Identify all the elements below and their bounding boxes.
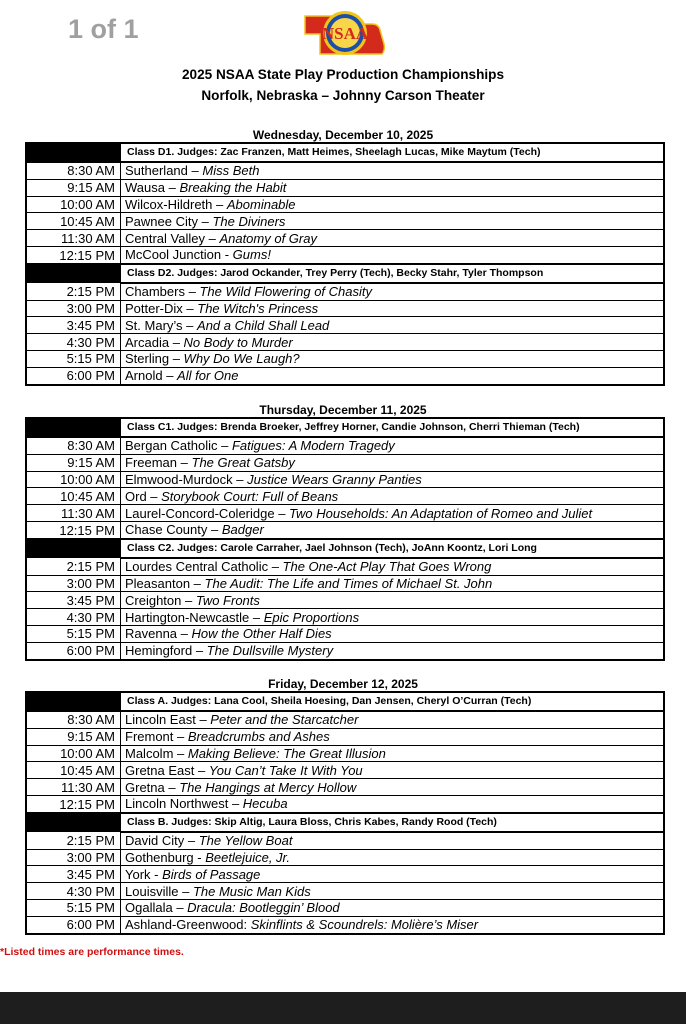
time-cell: 6:00 PM	[26, 367, 121, 384]
time-cell: 2:15 PM	[26, 832, 121, 849]
play-title: Miss Beth	[202, 163, 260, 179]
performance-cell	[121, 521, 665, 538]
separator: –	[164, 180, 180, 196]
play-title: Beetlejuice, Jr.	[205, 849, 291, 865]
performance-cell	[121, 179, 665, 196]
school-name: Chambers	[125, 284, 185, 300]
separator: –	[249, 609, 264, 625]
performance-cell	[121, 558, 665, 575]
performance-cell	[121, 300, 665, 317]
play-title: And a Child Shall Lead	[197, 317, 330, 333]
time-cell: 3:00 PM	[26, 300, 121, 317]
separator: –	[197, 213, 213, 229]
school-name: Lincoln East	[125, 712, 196, 728]
play-title: Gums!	[232, 247, 271, 263]
performance-cell	[121, 832, 665, 849]
school-name: Creighton	[125, 592, 182, 608]
separator: –	[184, 833, 199, 849]
table-row	[26, 711, 664, 728]
table-row	[26, 334, 664, 351]
separator: –	[169, 351, 184, 367]
school-name: Hemingford	[125, 643, 193, 659]
time-cell: 10:45 AM	[26, 213, 121, 230]
schedule-table	[25, 417, 665, 661]
separator: –	[181, 592, 196, 608]
time-cell: 3:00 PM	[26, 849, 121, 866]
performance-cell	[121, 454, 665, 471]
schedule-table	[25, 142, 665, 386]
school-name: Lourdes Central Catholic	[125, 559, 269, 575]
header-blank-cell	[26, 539, 121, 558]
table-row	[26, 367, 664, 384]
table-row	[26, 230, 664, 247]
table-row	[26, 832, 664, 849]
school-name: Sutherland	[125, 163, 188, 179]
time-cell: 5:15 PM	[26, 899, 121, 916]
performance-cell	[121, 609, 665, 626]
time-cell: 3:00 PM	[26, 575, 121, 592]
play-title: The Music Man Kids	[192, 883, 311, 899]
separator: –	[178, 883, 193, 899]
separator: –	[190, 575, 205, 591]
time-cell: 3:45 PM	[26, 317, 121, 334]
school-name: Arcadia	[125, 334, 170, 350]
school-name: Gretna East	[125, 762, 195, 778]
performance-cell	[121, 350, 665, 367]
time-cell: 12:15 PM	[26, 521, 121, 538]
separator: –	[146, 488, 162, 504]
table-row	[26, 505, 664, 522]
school-name: Hartington-Newcastle	[125, 609, 250, 625]
time-cell: 4:30 PM	[26, 609, 121, 626]
play-title: Two Households: An Adaptation of Romeo and Juliet	[289, 505, 593, 521]
performance-cell	[121, 246, 665, 263]
time-cell: 9:15 AM	[26, 179, 121, 196]
separator: –	[182, 300, 198, 316]
school-name: Freeman	[125, 455, 178, 471]
separator: –	[268, 559, 283, 575]
class-header-row	[26, 692, 664, 711]
class-header: Class A. Judges: Lana Cool, Sheila Hoesing, Dan Jensen, Cheryl O’Curran (Tech)	[121, 692, 665, 711]
time-cell: 11:30 AM	[26, 505, 121, 522]
table-row	[26, 300, 664, 317]
school-name: Wilcox-Hildreth	[125, 196, 213, 212]
play-title: Peter and the Starcatcher	[210, 712, 359, 728]
separator: –	[184, 284, 200, 300]
performance-cell	[121, 711, 665, 728]
day-heading: Friday, December 12, 2025	[268, 677, 418, 691]
play-title: No Body to Murder	[183, 334, 293, 350]
play-title: Hecuba	[242, 796, 288, 812]
school-name: Ashland-Greenwood	[125, 917, 244, 933]
class-header-row	[26, 539, 664, 558]
performance-cell	[121, 334, 665, 351]
school-name: St. Mary’s	[125, 317, 183, 333]
performance-cell	[121, 213, 665, 230]
class-header: Class C1. Judges: Brenda Broeker, Jeffrey Horner, Candie Johnson, Cherri Thieman (Tech)	[121, 418, 665, 437]
school-name: Ogallala	[125, 900, 173, 916]
performance-cell	[121, 625, 665, 642]
time-cell: 8:30 AM	[26, 437, 121, 454]
performance-cell	[121, 196, 665, 213]
table-row	[26, 437, 664, 454]
separator: –	[162, 368, 178, 384]
play-title: The Diviners	[212, 213, 286, 229]
performance-cell	[121, 575, 665, 592]
school-name: Elmwood-Murdock	[125, 471, 233, 487]
separator: –	[192, 643, 207, 659]
play-title: The Great Gatsby	[191, 455, 295, 471]
table-row	[26, 795, 664, 812]
school-name: Wausa	[125, 180, 165, 196]
time-cell: 4:30 PM	[26, 883, 121, 900]
table-row	[26, 642, 664, 659]
time-cell: 4:30 PM	[26, 334, 121, 351]
separator: –	[274, 505, 290, 521]
time-cell: 12:15 PM	[26, 795, 121, 812]
time-cell: 10:45 AM	[26, 762, 121, 779]
table-row	[26, 728, 664, 745]
school-name: Pleasanton	[125, 575, 191, 591]
school-name: Ord	[125, 488, 147, 504]
separator: –	[194, 762, 209, 778]
performance-cell	[121, 162, 665, 179]
table-row	[26, 454, 664, 471]
separator: –	[228, 796, 243, 812]
performance-cell	[121, 471, 665, 488]
play-title: Fatigues: A Modern Tragedy	[231, 438, 395, 454]
header-blank-cell	[26, 143, 121, 162]
separator: –	[182, 317, 198, 333]
time-cell: 9:15 AM	[26, 728, 121, 745]
time-cell: 3:45 PM	[26, 592, 121, 609]
performance-cell	[121, 779, 665, 796]
time-cell: 11:30 AM	[26, 230, 121, 247]
performance-cell	[121, 488, 665, 505]
performance-cell	[121, 230, 665, 247]
table-row	[26, 592, 664, 609]
play-title: Abominable	[226, 196, 296, 212]
class-header-row	[26, 143, 664, 162]
table-row	[26, 883, 664, 900]
play-title: Making Believe: The Great Illusion	[187, 745, 386, 761]
class-header-row	[26, 418, 664, 437]
play-title: Storybook Court: Full of Beans	[161, 488, 339, 504]
school-name: Chase County	[125, 522, 208, 538]
performance-cell	[121, 642, 665, 659]
school-name: Gretna	[125, 779, 165, 795]
separator: –	[195, 712, 211, 728]
play-title: The Yellow Boat	[198, 833, 293, 849]
class-header-row	[26, 264, 664, 283]
performance-cell	[121, 762, 665, 779]
performance-cell	[121, 883, 665, 900]
play-title: Skinflints & Scoundrels: Molière’s Miser	[250, 917, 479, 933]
play-title: Birds of Passage	[162, 866, 261, 882]
time-cell: 10:45 AM	[26, 488, 121, 505]
class-header: Class B. Judges: Skip Altig, Laura Bloss, Chris Kabes, Randy Rood (Tech)	[121, 813, 665, 832]
header-blank-cell	[26, 264, 121, 283]
school-name: York	[125, 866, 151, 882]
performance-cell	[121, 795, 665, 812]
school-name: Ravenna	[125, 626, 178, 642]
logo-text: NSAA	[321, 24, 369, 43]
time-cell: 9:15 AM	[26, 454, 121, 471]
table-row	[26, 317, 664, 334]
time-cell: 12:15 PM	[26, 246, 121, 263]
time-cell: 5:15 PM	[26, 350, 121, 367]
document-title: 2025 NSAA State Play Production Championships	[181, 67, 505, 82]
table-row	[26, 916, 664, 933]
separator: –	[204, 230, 220, 246]
class-header: Class D2. Judges: Jarod Ockander, Trey Perry (Tech), Becky Stahr, Tyler Thompson	[121, 264, 665, 283]
table-row	[26, 213, 664, 230]
table-row	[26, 558, 664, 575]
class-header: Class D1. Judges: Zac Franzen, Matt Heimes, Sheelagh Lucas, Mike Maytum (Tech)	[121, 143, 665, 162]
footnote: *Listed times are performance times.	[0, 946, 184, 958]
table-row	[26, 196, 664, 213]
school-name: Louisville	[125, 883, 179, 899]
school-name: Gothenburg	[125, 849, 194, 865]
day-heading: Wednesday, December 10, 2025	[252, 128, 434, 142]
performance-cell	[121, 728, 665, 745]
table-row	[26, 745, 664, 762]
time-cell: 10:00 AM	[26, 196, 121, 213]
table-row	[26, 849, 664, 866]
play-title: Badger	[221, 522, 264, 538]
time-cell: 2:15 PM	[26, 558, 121, 575]
separator: –	[173, 729, 188, 745]
table-row	[26, 162, 664, 179]
play-title: Breaking the Habit	[179, 180, 287, 196]
time-cell: 10:00 AM	[26, 745, 121, 762]
table-row	[26, 179, 664, 196]
school-name: Arnold	[125, 368, 163, 384]
table-row	[26, 488, 664, 505]
play-title: The Dullsville Mystery	[206, 643, 334, 659]
table-row	[26, 625, 664, 642]
table-row	[26, 575, 664, 592]
table-row	[26, 899, 664, 916]
play-title: Epic Proportions	[263, 609, 360, 625]
bottom-bar	[0, 992, 686, 1024]
play-title: The Audit: The Life and Times of Michael St. John	[204, 575, 493, 591]
play-title: Anatomy of Gray	[219, 230, 317, 246]
school-name: Laurel-Concord-Coleridge	[125, 505, 275, 521]
table-row	[26, 521, 664, 538]
performance-cell	[121, 283, 665, 300]
time-cell: 3:45 PM	[26, 866, 121, 883]
play-title: Two Fronts	[195, 592, 260, 608]
performance-cell	[121, 849, 665, 866]
school-name: Sterling	[125, 351, 170, 367]
document-subtitle: Norfolk, Nebraska – Johnny Carson Theater	[201, 88, 485, 103]
separator: –	[173, 745, 188, 761]
separator: –	[207, 522, 222, 538]
play-title: All for One	[177, 368, 239, 384]
play-title: The Hangings at Mercy Hollow	[179, 779, 357, 795]
separator: –	[177, 455, 192, 471]
schedule-table	[25, 691, 665, 935]
day-heading: Thursday, December 11, 2025	[259, 403, 427, 417]
time-cell: 11:30 AM	[26, 779, 121, 796]
nsaa-logo	[302, 6, 388, 60]
separator: –	[169, 334, 184, 350]
play-title: How the Other Half Dies	[191, 626, 332, 642]
school-name: David City	[125, 833, 185, 849]
school-name: Potter-Dix	[125, 300, 183, 316]
time-cell: 8:30 AM	[26, 162, 121, 179]
table-row	[26, 246, 664, 263]
school-name: Fremont	[125, 729, 174, 745]
separator: –	[172, 900, 188, 916]
separator: –	[177, 626, 192, 642]
play-title: The Wild Flowering of Chasity	[199, 284, 372, 300]
header-blank-cell	[26, 418, 121, 437]
play-title: Why Do We Laugh?	[183, 351, 300, 367]
separator: –	[217, 438, 232, 454]
time-cell: 2:15 PM	[26, 283, 121, 300]
class-header: Class C2. Judges: Carole Carraher, Jael Johnson (Tech), JoAnn Koontz, Lori Long	[121, 539, 665, 558]
school-name: Lincoln Northwest	[125, 796, 229, 812]
table-row	[26, 866, 664, 883]
play-title: The Witch's Princess	[197, 300, 319, 316]
performance-cell	[121, 367, 665, 384]
time-cell: 5:15 PM	[26, 625, 121, 642]
header-blank-cell	[26, 813, 121, 832]
separator: -	[150, 866, 163, 882]
table-row	[26, 283, 664, 300]
separator: –	[164, 779, 180, 795]
separator: -	[221, 247, 233, 263]
table-row	[26, 779, 664, 796]
time-cell: 6:00 PM	[26, 642, 121, 659]
school-name: Central Valley	[125, 230, 205, 246]
performance-cell	[121, 745, 665, 762]
separator: –	[187, 163, 203, 179]
school-name: Bergan Catholic	[125, 438, 218, 454]
play-title: You Can’t Take It With You	[208, 762, 363, 778]
school-name: McCool Junction	[125, 247, 222, 263]
performance-cell	[121, 916, 665, 933]
page-indicator: 1 of 1	[68, 14, 139, 44]
separator: -	[193, 849, 206, 865]
header-blank-cell	[26, 692, 121, 711]
performance-cell	[121, 317, 665, 334]
performance-cell	[121, 437, 665, 454]
separator: –	[212, 196, 227, 212]
table-row	[26, 762, 664, 779]
separator: :	[243, 917, 251, 933]
play-title: Breadcrumbs and Ashes	[187, 729, 330, 745]
play-title: The One-Act Play That Goes Wrong	[282, 559, 492, 575]
performance-cell	[121, 866, 665, 883]
school-name: Pawnee City	[125, 213, 198, 229]
performance-cell	[121, 505, 665, 522]
class-header-row	[26, 813, 664, 832]
time-cell: 8:30 AM	[26, 711, 121, 728]
time-cell: 10:00 AM	[26, 471, 121, 488]
table-row	[26, 471, 664, 488]
table-row	[26, 609, 664, 626]
time-cell: 6:00 PM	[26, 916, 121, 933]
separator: –	[232, 471, 248, 487]
table-row	[26, 350, 664, 367]
play-title: Dracula: Bootleggin’ Blood	[187, 900, 340, 916]
school-name: Malcolm	[125, 745, 174, 761]
performance-cell	[121, 592, 665, 609]
performance-cell	[121, 899, 665, 916]
play-title: Justice Wears Granny Panties	[247, 471, 422, 487]
